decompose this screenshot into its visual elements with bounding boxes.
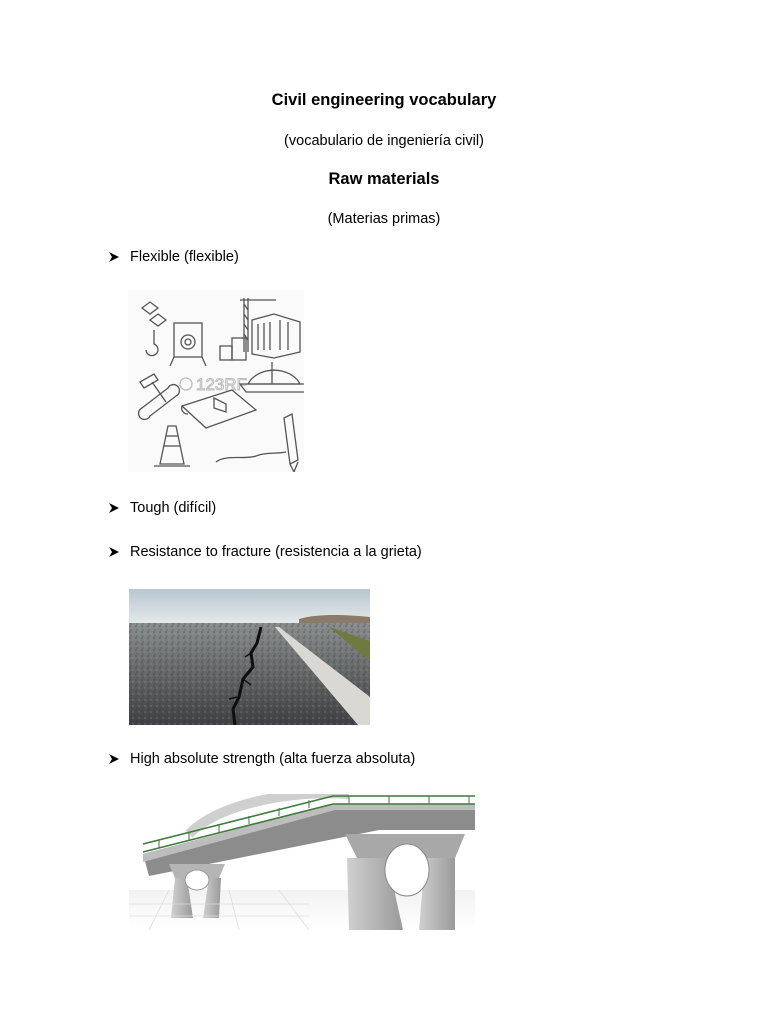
blueprint-icon <box>182 390 256 428</box>
section-heading: Raw materials <box>328 170 440 188</box>
crane-hook-icon <box>142 302 166 356</box>
hard-hat-icon <box>240 362 304 392</box>
list-item-tough <box>108 500 216 516</box>
watermark-text: 123RF <box>196 375 248 394</box>
document-title: Civil engineering vocabulary <box>271 91 497 109</box>
factory-crane-icon <box>220 298 300 360</box>
arrowhead-bullet-icon <box>108 753 120 765</box>
list-item-resistance-to-fracture <box>108 544 422 560</box>
section-translation: (Materias primas) <box>327 211 441 227</box>
arrowhead-bullet-icon <box>108 502 120 514</box>
cracked-road-image <box>129 589 370 725</box>
list-item-flexible <box>108 249 239 265</box>
arrowhead-bullet-icon <box>108 546 120 558</box>
list-item-label: Resistance to fracture (resistencia a la grieta) <box>130 544 422 560</box>
construction-tools-image <box>128 290 304 472</box>
list-item-label: Flexible (flexible) <box>130 249 239 265</box>
cable-icon <box>216 452 286 462</box>
traffic-cone-icon <box>154 426 190 466</box>
title-translation: (vocabulario de ingeniería civil) <box>284 133 484 149</box>
bridge-illustration-image <box>129 794 475 930</box>
pencil-icon <box>284 414 298 472</box>
arrowhead-bullet-icon <box>108 251 120 263</box>
gear-sign-icon <box>170 323 206 366</box>
list-item-high-absolute-strength <box>108 751 415 767</box>
list-item-label: High absolute strength (alta fuerza absoluta) <box>130 751 416 767</box>
list-item-label: Tough (difícil) <box>130 500 217 516</box>
hammer-wrench-icon <box>139 374 180 419</box>
